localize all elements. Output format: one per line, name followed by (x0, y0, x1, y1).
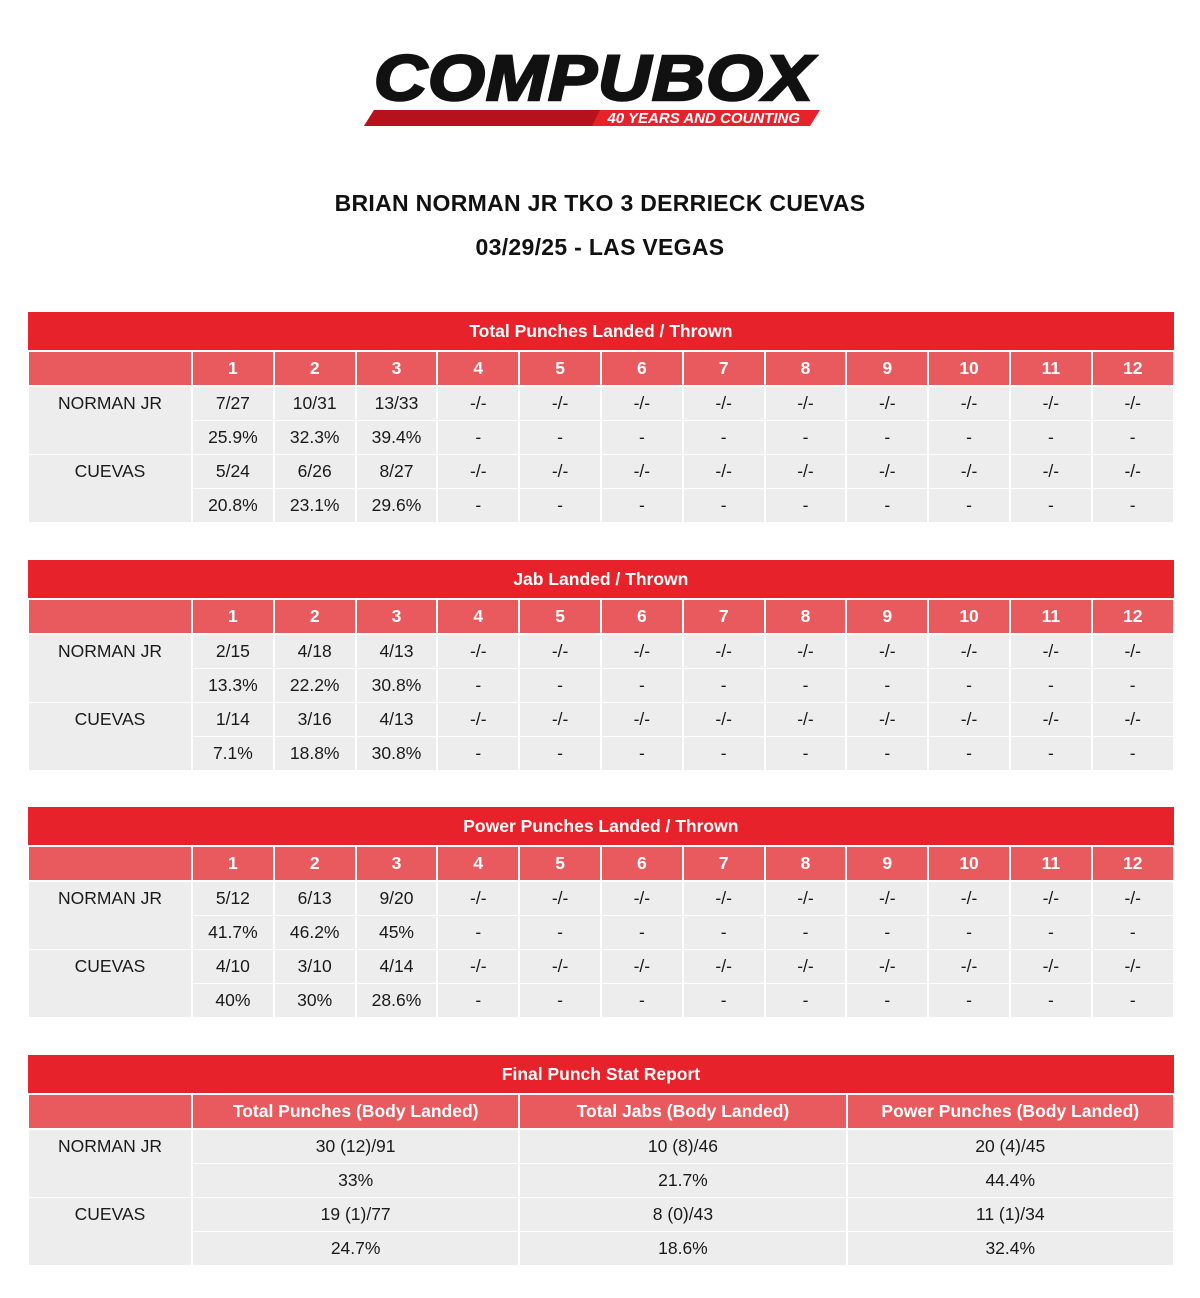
percentage-cell: 33% (192, 1164, 519, 1198)
landed-thrown-cell: -/- (1092, 950, 1174, 984)
landed-thrown-cell: -/- (928, 386, 1010, 421)
landed-thrown-cell: 4/13 (356, 634, 438, 669)
landed-thrown-cell: -/- (1092, 455, 1174, 489)
round-number: 4 (437, 599, 519, 634)
round-number: 11 (1010, 351, 1092, 386)
round-header-row (28, 351, 1174, 386)
landed-thrown-cell: -/- (765, 634, 847, 669)
round-number: 4 (437, 351, 519, 386)
percentage-cell: - (846, 669, 928, 703)
landed-thrown-cell: -/- (601, 950, 683, 984)
table-row (28, 984, 1174, 1018)
landed-thrown-cell: -/- (437, 634, 519, 669)
landed-thrown-cell: 4/13 (356, 703, 438, 737)
landed-thrown-cell: -/- (1092, 386, 1174, 421)
percentage-cell: - (519, 669, 601, 703)
round-number: 2 (274, 599, 356, 634)
table-banner (28, 808, 1174, 847)
percentage-cell: - (601, 916, 683, 950)
round-number: 12 (1092, 351, 1174, 386)
round-number: 8 (765, 846, 847, 881)
landed-thrown-cell: 6/26 (274, 455, 356, 489)
percentage-cell: 21.7% (519, 1164, 846, 1198)
landed-thrown-cell: -/- (437, 703, 519, 737)
total-punches-table (27, 312, 1175, 523)
landed-thrown-cell: -/- (683, 881, 765, 916)
landed-thrown-cell: -/- (765, 881, 847, 916)
round-number: 5 (519, 846, 601, 881)
landed-thrown-cell: -/- (846, 881, 928, 916)
round-number: 11 (1010, 599, 1092, 634)
fighter-name (28, 1129, 192, 1198)
round-number: 2 (274, 846, 356, 881)
landed-thrown-cell: -/- (928, 950, 1010, 984)
landed-thrown-cell: -/- (683, 634, 765, 669)
landed-thrown-cell: -/- (1092, 703, 1174, 737)
landed-thrown-cell: -/- (683, 455, 765, 489)
table-title: Final Punch Stat Report (28, 1056, 1174, 1095)
round-number: 12 (1092, 599, 1174, 634)
percentage-cell: 23.1% (274, 489, 356, 523)
fighter-name-label: CUEVAS (74, 709, 146, 729)
landed-thrown-cell: -/- (1092, 881, 1174, 916)
percentage-cell: - (1010, 669, 1092, 703)
landed-thrown-cell: 20 (4)/45 (847, 1129, 1174, 1164)
round-number: 11 (1010, 846, 1092, 881)
percentage-cell: - (1092, 737, 1174, 771)
percentage-cell: 40% (192, 984, 274, 1018)
percentage-cell: 41.7% (192, 916, 274, 950)
fighter-name-label: NORMAN JR (57, 641, 163, 661)
fighter-name (28, 703, 192, 771)
fighter-name (28, 950, 192, 1018)
table-row (28, 1129, 1174, 1164)
landed-thrown-cell: -/- (1010, 881, 1092, 916)
table-row (28, 634, 1174, 669)
landed-thrown-cell: 19 (1)/77 (192, 1198, 519, 1232)
landed-thrown-cell: -/- (765, 950, 847, 984)
percentage-cell: - (928, 737, 1010, 771)
table-banner (28, 1056, 1174, 1095)
landed-thrown-cell: -/- (601, 455, 683, 489)
fighter-name (28, 455, 192, 523)
round-number: 8 (765, 599, 847, 634)
round-number: 9 (846, 351, 928, 386)
percentage-cell: - (683, 916, 765, 950)
round-number: 1 (192, 599, 274, 634)
fighter-name-label: CUEVAS (74, 956, 146, 976)
round-number: 6 (601, 599, 683, 634)
landed-thrown-cell: -/- (601, 703, 683, 737)
landed-thrown-cell: -/- (519, 455, 601, 489)
blank-header (28, 351, 192, 386)
percentage-cell: - (1092, 916, 1174, 950)
round-number: 2 (274, 351, 356, 386)
landed-thrown-cell: 13/33 (356, 386, 438, 421)
percentage-cell: - (1010, 984, 1092, 1018)
landed-thrown-cell: -/- (437, 881, 519, 916)
landed-thrown-cell: 9/20 (356, 881, 438, 916)
table-row (28, 386, 1174, 421)
percentage-cell: - (765, 737, 847, 771)
percentage-cell: - (683, 737, 765, 771)
landed-thrown-cell: -/- (683, 950, 765, 984)
landed-thrown-cell: -/- (1010, 634, 1092, 669)
landed-thrown-cell: 2/15 (192, 634, 274, 669)
landed-thrown-cell: -/- (928, 455, 1010, 489)
round-number: 4 (437, 846, 519, 881)
percentage-cell: - (928, 916, 1010, 950)
landed-thrown-cell: 1/14 (192, 703, 274, 737)
compubox-logo (360, 38, 830, 130)
landed-thrown-cell: -/- (519, 703, 601, 737)
logo-tagline: 40 YEARS AND COUNTING (607, 110, 800, 127)
round-number: 6 (601, 846, 683, 881)
percentage-cell: - (601, 489, 683, 523)
landed-thrown-cell: -/- (928, 881, 1010, 916)
landed-thrown-cell: -/- (601, 881, 683, 916)
landed-thrown-cell: -/- (765, 386, 847, 421)
round-number: 6 (601, 351, 683, 386)
fighter-name-label: NORMAN JR (57, 1136, 163, 1156)
percentage-cell: - (437, 421, 519, 455)
table-row (28, 421, 1174, 455)
percentage-cell: - (1010, 489, 1092, 523)
percentage-cell: - (928, 489, 1010, 523)
table-row (28, 916, 1174, 950)
percentage-cell: - (1092, 421, 1174, 455)
landed-thrown-cell: -/- (1010, 950, 1092, 984)
round-number: 1 (192, 351, 274, 386)
percentage-cell: - (765, 489, 847, 523)
landed-thrown-cell: -/- (1010, 703, 1092, 737)
landed-thrown-cell: 4/14 (356, 950, 438, 984)
landed-thrown-cell: 6/13 (274, 881, 356, 916)
table-row (28, 1164, 1174, 1198)
table-title: Power Punches Landed / Thrown (28, 808, 1174, 847)
landed-thrown-cell: -/- (519, 881, 601, 916)
percentage-cell: - (765, 669, 847, 703)
landed-thrown-cell: 4/18 (274, 634, 356, 669)
table-row (28, 737, 1174, 771)
percentage-cell: - (437, 737, 519, 771)
percentage-cell: - (601, 984, 683, 1018)
fight-date-location: 03/29/25 - LAS VEGAS (475, 234, 725, 260)
round-number: 10 (928, 846, 1010, 881)
percentage-cell: - (1092, 669, 1174, 703)
landed-thrown-cell: -/- (437, 455, 519, 489)
table-title: Jab Landed / Thrown (28, 561, 1174, 600)
landed-thrown-cell: -/- (1092, 634, 1174, 669)
landed-thrown-cell: 8 (0)/43 (519, 1198, 846, 1232)
percentage-cell: - (765, 916, 847, 950)
table-title: Total Punches Landed / Thrown (28, 313, 1174, 352)
landed-thrown-cell: -/- (846, 703, 928, 737)
percentage-cell: - (1010, 916, 1092, 950)
percentage-cell: - (683, 489, 765, 523)
fighter-name (28, 881, 192, 950)
percentage-cell: - (1092, 984, 1174, 1018)
percentage-cell: 30.8% (356, 669, 438, 703)
table-row (28, 455, 1174, 489)
percentage-cell: - (683, 669, 765, 703)
landed-thrown-cell: -/- (846, 386, 928, 421)
landed-thrown-cell: -/- (765, 455, 847, 489)
landed-thrown-cell: -/- (846, 455, 928, 489)
percentage-cell: - (928, 984, 1010, 1018)
landed-thrown-cell: 5/12 (192, 881, 274, 916)
table-row (28, 1198, 1174, 1232)
table-row (28, 669, 1174, 703)
table-banner (28, 313, 1174, 352)
landed-thrown-cell: -/- (846, 634, 928, 669)
fighter-name-label: CUEVAS (74, 1204, 146, 1224)
percentage-cell: - (519, 916, 601, 950)
stat-column-header: Total Punches (Body Landed) (192, 1094, 519, 1129)
round-number: 5 (519, 351, 601, 386)
landed-thrown-cell: -/- (437, 950, 519, 984)
percentage-cell: 7.1% (192, 737, 274, 771)
fighter-name (28, 386, 192, 455)
table-row (28, 1232, 1174, 1266)
fight-result-title: BRIAN NORMAN JR TKO 3 DERRIECK CUEVAS (334, 190, 866, 216)
fighter-name (28, 634, 192, 703)
power-punches-table (27, 807, 1175, 1018)
round-number: 7 (683, 351, 765, 386)
percentage-cell: - (519, 737, 601, 771)
percentage-cell: 13.3% (192, 669, 274, 703)
landed-thrown-cell: 10 (8)/46 (519, 1129, 846, 1164)
fighter-name (28, 1198, 192, 1266)
percentage-cell: 18.8% (274, 737, 356, 771)
landed-thrown-cell: 30 (12)/91 (192, 1129, 519, 1164)
percentage-cell: - (765, 984, 847, 1018)
percentage-cell: 30.8% (356, 737, 438, 771)
blank-header (28, 846, 192, 881)
percentage-cell: 32.3% (274, 421, 356, 455)
round-number: 10 (928, 599, 1010, 634)
percentage-cell: 45% (356, 916, 438, 950)
final-header-row (28, 1094, 1174, 1129)
landed-thrown-cell: 5/24 (192, 455, 274, 489)
stat-column-header: Power Punches (Body Landed) (847, 1094, 1174, 1129)
round-number: 3 (356, 351, 438, 386)
round-number: 9 (846, 846, 928, 881)
table-row (28, 703, 1174, 737)
landed-thrown-cell: -/- (519, 386, 601, 421)
landed-thrown-cell: -/- (519, 950, 601, 984)
table-row (28, 950, 1174, 984)
round-number: 1 (192, 846, 274, 881)
round-number: 8 (765, 351, 847, 386)
fighter-name-label: NORMAN JR (57, 888, 163, 908)
percentage-cell: - (437, 984, 519, 1018)
landed-thrown-cell: 4/10 (192, 950, 274, 984)
round-number: 3 (356, 599, 438, 634)
percentage-cell: - (928, 669, 1010, 703)
percentage-cell: 39.4% (356, 421, 438, 455)
landed-thrown-cell: 10/31 (274, 386, 356, 421)
percentage-cell: - (1092, 489, 1174, 523)
landed-thrown-cell: -/- (519, 634, 601, 669)
landed-thrown-cell: -/- (1010, 386, 1092, 421)
landed-thrown-cell: -/- (683, 386, 765, 421)
table-row (28, 881, 1174, 916)
percentage-cell: 30% (274, 984, 356, 1018)
percentage-cell: 46.2% (274, 916, 356, 950)
percentage-cell: - (519, 489, 601, 523)
fighter-name-label: CUEVAS (74, 461, 146, 481)
table-banner (28, 561, 1174, 600)
landed-thrown-cell: -/- (1010, 455, 1092, 489)
round-number: 10 (928, 351, 1010, 386)
jab-table (27, 560, 1175, 771)
landed-thrown-cell: -/- (846, 950, 928, 984)
percentage-cell: 32.4% (847, 1232, 1174, 1266)
percentage-cell: - (519, 421, 601, 455)
round-number: 5 (519, 599, 601, 634)
percentage-cell: - (846, 421, 928, 455)
landed-thrown-cell: -/- (765, 703, 847, 737)
round-number: 7 (683, 846, 765, 881)
percentage-cell: 44.4% (847, 1164, 1174, 1198)
landed-thrown-cell: 11 (1)/34 (847, 1198, 1174, 1232)
percentage-cell: 29.6% (356, 489, 438, 523)
landed-thrown-cell: 3/10 (274, 950, 356, 984)
landed-thrown-cell: -/- (928, 703, 1010, 737)
percentage-cell: - (601, 669, 683, 703)
blank-header (28, 599, 192, 634)
percentage-cell: - (1010, 737, 1092, 771)
percentage-cell: - (683, 421, 765, 455)
round-header-row (28, 599, 1174, 634)
percentage-cell: 20.8% (192, 489, 274, 523)
landed-thrown-cell: -/- (437, 386, 519, 421)
round-number: 7 (683, 599, 765, 634)
logo-wordmark: COMPUBOX (374, 42, 817, 114)
fighter-name-label: NORMAN JR (57, 393, 163, 413)
percentage-cell: - (846, 737, 928, 771)
percentage-cell: 18.6% (519, 1232, 846, 1266)
landed-thrown-cell: 8/27 (356, 455, 438, 489)
round-number: 9 (846, 599, 928, 634)
percentage-cell: 22.2% (274, 669, 356, 703)
landed-thrown-cell: -/- (601, 634, 683, 669)
round-header-row (28, 846, 1174, 881)
table-row (28, 489, 1174, 523)
round-number: 12 (1092, 846, 1174, 881)
percentage-cell: - (846, 984, 928, 1018)
round-number: 3 (356, 846, 438, 881)
percentage-cell: - (437, 916, 519, 950)
percentage-cell: - (437, 669, 519, 703)
percentage-cell: 25.9% (192, 421, 274, 455)
percentage-cell: - (1010, 421, 1092, 455)
percentage-cell: 28.6% (356, 984, 438, 1018)
blank-header (28, 1094, 192, 1129)
percentage-cell: - (683, 984, 765, 1018)
percentage-cell: - (765, 421, 847, 455)
percentage-cell: - (601, 421, 683, 455)
percentage-cell: 24.7% (192, 1232, 519, 1266)
landed-thrown-cell: 3/16 (274, 703, 356, 737)
landed-thrown-cell: -/- (683, 703, 765, 737)
percentage-cell: - (601, 737, 683, 771)
percentage-cell: - (928, 421, 1010, 455)
percentage-cell: - (846, 489, 928, 523)
percentage-cell: - (519, 984, 601, 1018)
landed-thrown-cell: 7/27 (192, 386, 274, 421)
stat-column-header: Total Jabs (Body Landed) (519, 1094, 846, 1129)
landed-thrown-cell: -/- (601, 386, 683, 421)
percentage-cell: - (437, 489, 519, 523)
percentage-cell: - (846, 916, 928, 950)
final-report-table (27, 1055, 1175, 1266)
landed-thrown-cell: -/- (928, 634, 1010, 669)
